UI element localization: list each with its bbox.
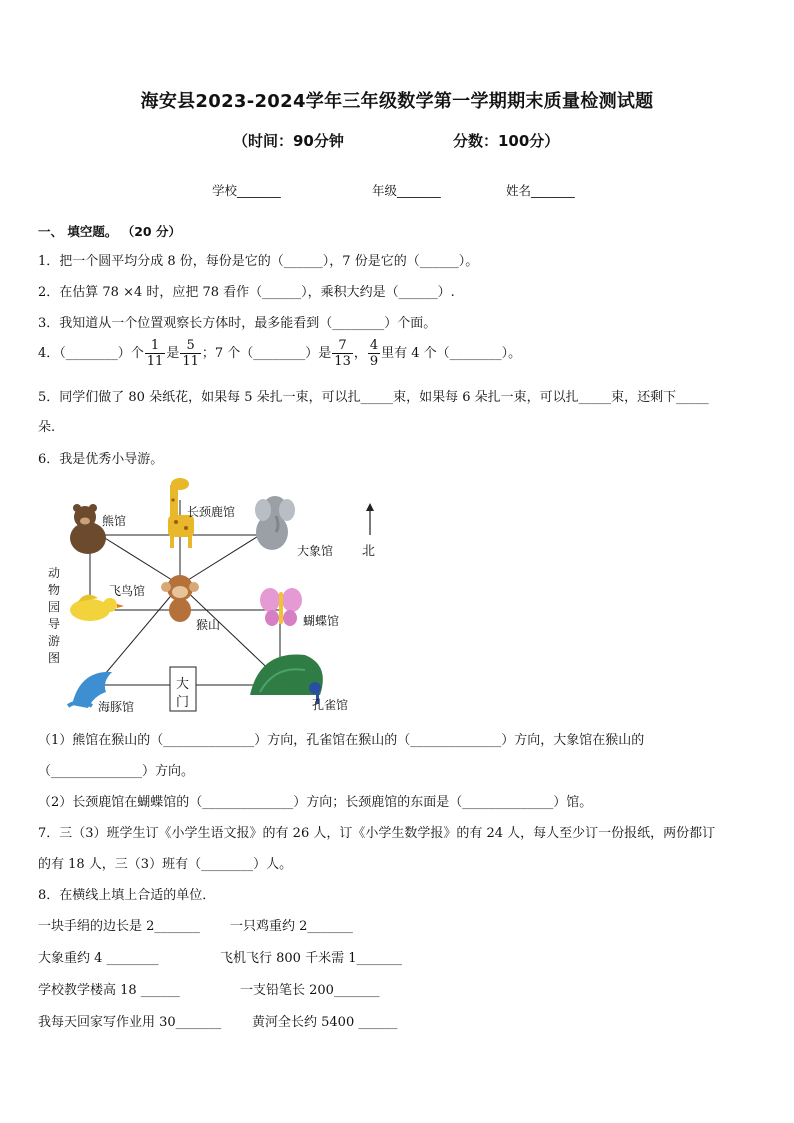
unit-item: 一块手绢的边长是 2_______ <box>38 919 200 934</box>
unit-item: 黄河全长约 5400 ______ <box>252 1015 398 1030</box>
butterfly-house-label: 蝴蝶馆 <box>303 614 340 628</box>
q4-part5: 里有 4 个（________）。 <box>381 346 522 361</box>
gate-label-bottom: 门 <box>176 695 190 710</box>
question-8: 8．在横线上填上合适的单位． <box>38 888 216 903</box>
north-arrow-icon <box>366 503 374 535</box>
unit-item: 学校教学楼高 18 ______ <box>38 983 180 998</box>
bear-icon <box>70 504 106 554</box>
giraffe-house-label: 长颈鹿馆 <box>187 505 236 519</box>
question-7-line1: 7．三（3）班学生订《小学生语文报》的有 26 人，订《小学生数学报》的有 24 人，每人至少订一份报纸，两份都订 <box>38 826 716 841</box>
section-heading: 一、 填空题。 （20 分） <box>38 224 181 239</box>
fraction-4-9: $\frac{4}{9}$ <box>369 338 379 369</box>
fraction-1-11: $\frac{1}{11}$ <box>146 338 164 369</box>
question-6-1-line2: （______________）方向。 <box>38 764 195 779</box>
elephant-house-label: 大象馆 <box>297 544 334 558</box>
q4-part2: 是 <box>166 346 180 361</box>
question-3: 3．我知道从一个位置观察长方体时，最多能看到（________）个面。 <box>38 316 437 331</box>
page-title: 海安县2023-2024学年三年级数学第一学期期末质量检测试题 <box>140 91 654 112</box>
name-field: 姓名_______ <box>506 183 575 198</box>
fraction-7-13: $\frac{7}{13}$ <box>334 338 351 369</box>
question-2: 2．在估算 78 ×4 时，应把 78 看作（______），乘积大约是（______）. <box>38 285 455 300</box>
north-label: 北 <box>362 544 376 559</box>
exam-time: （时间：90分钟 <box>233 132 344 150</box>
monkey-icon <box>161 575 199 622</box>
gate-label-top: 大 <box>176 677 190 692</box>
butterfly-icon <box>260 588 302 626</box>
question-4 <box>38 338 521 369</box>
q4-part3: ；7 个（________）是 <box>201 346 332 361</box>
q4-part1: 4．（________）个 <box>38 346 144 361</box>
elephant-icon <box>255 496 295 550</box>
peacock-house-label: 孔雀馆 <box>312 698 349 712</box>
monkey-hill-label: 猴山 <box>196 618 221 632</box>
unit-item: 一支铅笔长 200_______ <box>240 983 380 998</box>
question-1: 1．把一个圆平均分成 8 份，每份是它的（______），7 份是它的（______）。 <box>38 254 479 269</box>
unit-item: 飞机飞行 800 千米需 1_______ <box>220 951 402 966</box>
question-6-1-line1: （1）熊馆在猴山的（______________）方向，孔雀馆在猴山的（______________）方向，大象馆在猴山的 <box>38 733 645 748</box>
unit-item: 一只鸡重约 2_______ <box>230 919 353 934</box>
q4-part4: ， <box>353 346 367 361</box>
school-field: 学校_______ <box>212 183 281 198</box>
bear-house-label: 熊馆 <box>102 514 127 528</box>
exam-score: 分数：100分） <box>453 132 560 150</box>
unit-item: 我每天回家写作业用 30_______ <box>38 1015 222 1030</box>
fraction-5-11: $\frac{5}{11}$ <box>182 338 199 369</box>
unit-item: 大象重约 4 ________ <box>38 951 159 966</box>
question-5-line1: 5．同学们做了 80 朵纸花，如果每 5 朵扎一束，可以扎_____束，如果每 6 朵扎一束，可以扎_____束，还剩下_____ <box>38 390 709 405</box>
grade-field: 年级_______ <box>372 183 441 198</box>
question-7-line2: 的有 18 人，三（3）班有（________）人。 <box>38 857 293 872</box>
question-6-2: （2）长颈鹿馆在蝴蝶馆的（______________）方向；长颈鹿馆的东面是（______________）馆。 <box>38 795 593 810</box>
bird-house-label: 飞鸟馆 <box>109 584 146 598</box>
question-5-line2: 朵. <box>38 420 56 435</box>
map-side-title: 动 物 园 导 游 图 <box>48 566 61 665</box>
dolphin-house-label: 海豚馆 <box>98 700 135 714</box>
question-6: 6．我是优秀小导游。 <box>38 452 164 467</box>
